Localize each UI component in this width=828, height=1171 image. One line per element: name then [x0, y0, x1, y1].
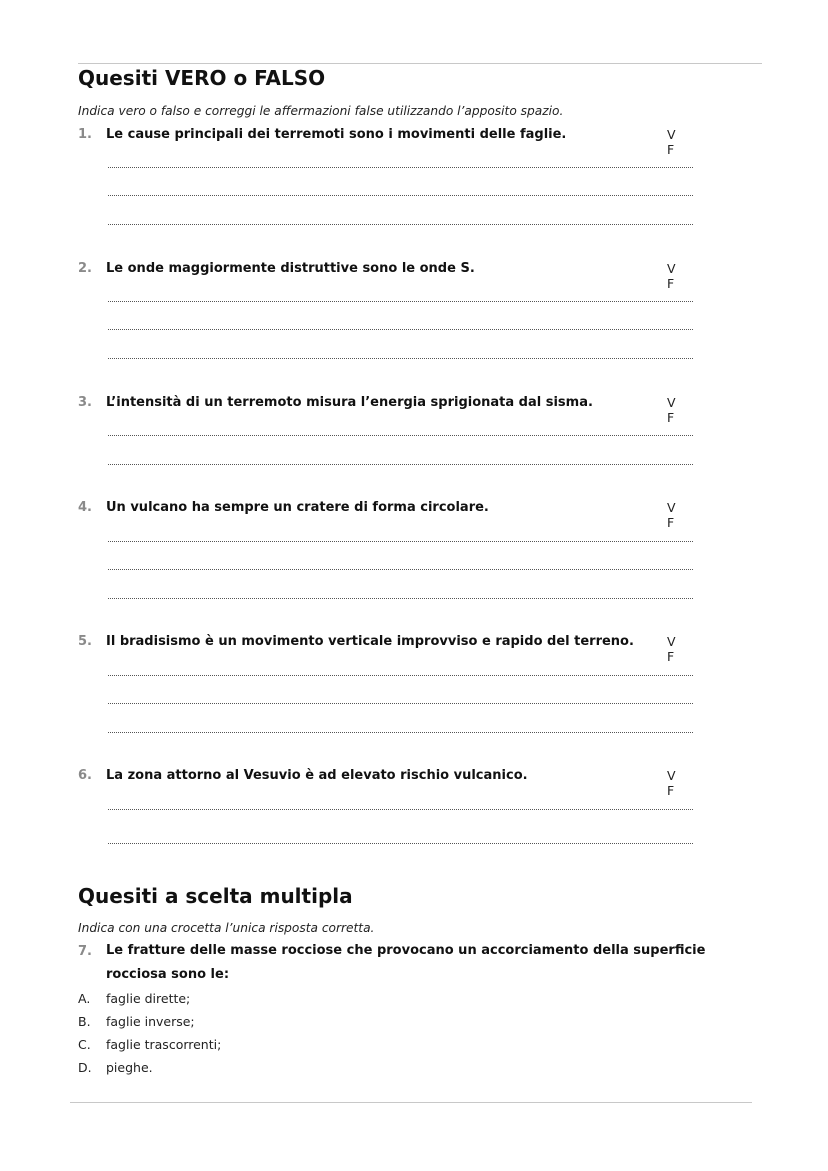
question-text: La zona attorno al Vesuvio è ad elevato rischio vulcanico. — [106, 768, 528, 783]
option-text: faglie inverse; — [106, 1014, 195, 1029]
true-option[interactable]: V — [667, 127, 676, 142]
question-number: 4. — [78, 500, 92, 515]
option-letter: B. — [78, 1014, 91, 1029]
false-option[interactable]: F — [667, 783, 675, 798]
true-option[interactable]: V — [667, 261, 676, 276]
question-text: L’intensità di un terremoto misura l’energia sprigionata dal sisma. — [106, 395, 593, 410]
true-option[interactable]: V — [667, 500, 676, 515]
true-false-choice[interactable] — [667, 127, 698, 157]
question-text: Un vulcano ha sempre un cratere di forma circolare. — [106, 500, 489, 515]
answer-line[interactable] — [108, 358, 693, 359]
option-text: faglie dirette; — [106, 991, 191, 1006]
question-1 — [78, 127, 698, 157]
answer-line[interactable] — [108, 167, 693, 168]
true-false-choice[interactable] — [667, 261, 698, 291]
answer-line[interactable] — [108, 569, 693, 570]
answer-line[interactable] — [108, 809, 693, 810]
option-letter: C. — [78, 1037, 91, 1052]
answer-line[interactable] — [108, 843, 693, 844]
false-option[interactable]: F — [667, 276, 675, 291]
answer-line[interactable] — [108, 703, 693, 704]
top-divider — [78, 63, 762, 64]
section-title-true-false: Quesiti VERO o FALSO — [78, 66, 326, 90]
question-number: 3. — [78, 395, 92, 410]
answer-line[interactable] — [108, 598, 693, 599]
true-option[interactable]: V — [667, 395, 676, 410]
question-number: 5. — [78, 634, 92, 649]
section-instruction-multiple-choice: Indica con una crocetta l’unica risposta corretta. — [78, 921, 375, 935]
question-3 — [78, 395, 698, 425]
false-option[interactable]: F — [667, 649, 675, 664]
answer-line[interactable] — [108, 541, 693, 542]
answer-line[interactable] — [108, 464, 693, 465]
true-option[interactable]: V — [667, 768, 676, 783]
question-text: Le onde maggiormente distruttive sono le onde S. — [106, 261, 475, 276]
bottom-divider — [70, 1102, 752, 1103]
question-text: Il bradisismo è un movimento verticale improvviso e rapido del terreno. — [106, 634, 634, 649]
question-number: 2. — [78, 261, 92, 276]
option-text: pieghe. — [106, 1060, 153, 1075]
question-5 — [78, 634, 698, 664]
true-false-choice[interactable] — [667, 634, 698, 664]
answer-line[interactable] — [108, 301, 693, 302]
section-title-multiple-choice: Quesiti a scelta multipla — [78, 884, 353, 908]
answer-line[interactable] — [108, 224, 693, 225]
question-text: Le cause principali dei terremoti sono i movimenti delle faglie. — [106, 127, 567, 142]
true-false-choice[interactable] — [667, 768, 698, 798]
option-letter: A. — [78, 991, 91, 1006]
question-2 — [78, 261, 698, 291]
question-4 — [78, 500, 698, 530]
question-number: 6. — [78, 768, 92, 783]
true-false-choice[interactable] — [667, 395, 698, 425]
true-option[interactable]: V — [667, 634, 676, 649]
false-option[interactable]: F — [667, 410, 675, 425]
answer-line[interactable] — [108, 675, 693, 676]
answer-line[interactable] — [108, 732, 693, 733]
question-7-text: Le fratture delle masse rocciose che provocano un accorciamento della superficie rocciosa sono le: — [106, 943, 706, 982]
question-6 — [78, 768, 698, 798]
false-option[interactable]: F — [667, 515, 675, 530]
true-false-choice[interactable] — [667, 500, 698, 530]
question-number: 1. — [78, 127, 92, 142]
option-text: faglie trascorrenti; — [106, 1037, 222, 1052]
answer-line[interactable] — [108, 329, 693, 330]
section-instruction-true-false: Indica vero o falso e correggi le affermazioni false utilizzando l’apposito spazio. — [78, 104, 564, 118]
false-option[interactable]: F — [667, 142, 675, 157]
question-number: 7. — [78, 944, 92, 959]
option-letter: D. — [78, 1060, 92, 1075]
answer-line[interactable] — [108, 195, 693, 196]
answer-line[interactable] — [108, 435, 693, 436]
